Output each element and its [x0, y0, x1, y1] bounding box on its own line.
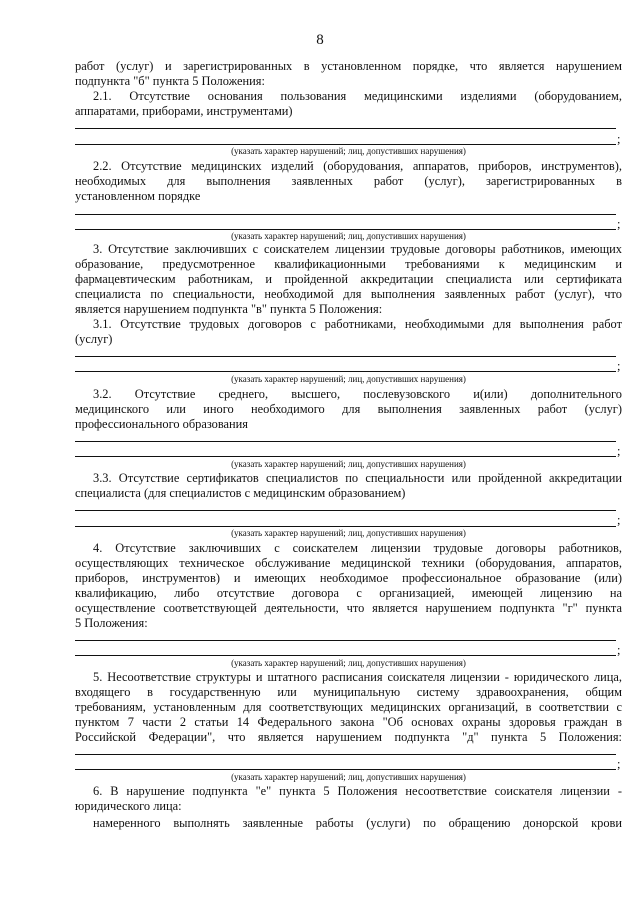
fill-in-line	[75, 229, 616, 230]
semicolon: ;	[617, 643, 621, 657]
text-line: осуществление соответствующей деятельности, что является нарушением подпункта "г" пункта	[75, 601, 622, 615]
text-line: специалиста по специальности, необходимой для выполнения заявленных работ (услуг), что	[75, 287, 622, 301]
text-line: 2.1. Отсутствие основания пользования медицинскими изделиями (оборудованием,	[93, 89, 622, 103]
semicolon: ;	[617, 757, 621, 771]
fill-in-line	[75, 128, 616, 129]
text-line: специалиста (для специалистов с медицинским образованием)	[75, 486, 406, 500]
semicolon: ;	[617, 359, 621, 373]
text-line: 6. В нарушение подпункта "е" пункта 5 Положения несоответствие соискателя лицензии -	[93, 784, 622, 798]
text-line: Российской Федерации", что является нарушением подпункта "д" пункта 5 Положения:	[75, 730, 622, 744]
text-line: 2.2. Отсутствие медицинских изделий (оборудования, аппаратов, приборов, инструментов),	[93, 159, 622, 173]
fill-in-line	[75, 754, 616, 755]
fill-in-line	[75, 144, 616, 145]
semicolon: ;	[617, 444, 621, 458]
semicolon: ;	[617, 513, 621, 527]
field-caption: (указать характер нарушений; лиц, допустивших нарушения)	[231, 146, 466, 156]
field-caption: (указать характер нарушений; лиц, допустивших нарушения)	[231, 374, 466, 384]
fill-in-line	[75, 456, 616, 457]
text-line: осуществляющих техническое обслуживание медицинской техники (оборудования, аппаратов,	[75, 556, 622, 570]
text-line: входящего в государственную или муниципальную систему здравоохранения, общим	[75, 685, 622, 699]
fill-in-line	[75, 214, 616, 215]
field-caption: (указать характер нарушений; лиц, допустивших нарушения)	[231, 231, 466, 241]
text-line: фармацевтическим работникам, и пройденной аккредитации специалиста или сертификата	[75, 272, 622, 286]
text-line: приборов, инструментов) и имеющих необходимое профессиональное образование (или)	[75, 571, 622, 585]
text-line: 5. Несоответствие структуры и штатного расписания соискателя лицензии - юридического лица,	[93, 670, 622, 684]
text-line: 3.1. Отсутствие трудовых договоров с работниками, необходимыми для выполнения работ	[93, 317, 622, 331]
text-line: 5 Положения:	[75, 616, 148, 630]
text-line: намеренного выполнять заявленные работы (услуги) по обращению донорской крови	[93, 816, 622, 830]
fill-in-line	[75, 769, 616, 770]
fill-in-line	[75, 526, 616, 527]
semicolon: ;	[617, 217, 621, 231]
fill-in-line	[75, 640, 616, 641]
field-caption: (указать характер нарушений; лиц, допустивших нарушения)	[231, 459, 466, 469]
text-line: квалификацию, либо отсутствие договора с организацией, имеющей лицензию на	[75, 586, 622, 600]
text-line: является нарушением подпункта "в" пункта 5 Положения:	[75, 302, 383, 316]
field-caption: (указать характер нарушений; лиц, допустивших нарушения)	[231, 528, 466, 538]
fill-in-line	[75, 655, 616, 656]
page-number: 8	[316, 32, 324, 48]
fill-in-line	[75, 441, 616, 442]
text-line: юридического лица:	[75, 799, 182, 813]
text-line: 3. Отсутствие заключивших с соискателем лицензии трудовые договоры работников, имеющих	[93, 242, 622, 256]
text-line: 3.3. Отсутствие сертификатов специалистов по специальности или пройденной аккредитации	[93, 471, 622, 485]
text-line: аппаратами, приборами, инструментами)	[75, 104, 293, 118]
semicolon: ;	[617, 132, 621, 146]
text-line: (услуг)	[75, 332, 113, 346]
text-line: установленном порядке	[75, 189, 201, 203]
text-line: подпункта "б" пункта 5 Положения:	[75, 74, 265, 88]
text-line: профессионального образования	[75, 417, 249, 431]
field-caption: (указать характер нарушений; лиц, допустивших нарушения)	[231, 772, 466, 782]
text-line: работ (услуг) и зарегистрированных в установленном порядке, что является нарушением	[75, 59, 622, 73]
text-line: медицинского или иного необходимого для выполнения заявленных работ (услуг)	[75, 402, 622, 416]
fill-in-line	[75, 356, 616, 357]
field-caption: (указать характер нарушений; лиц, допустивших нарушения)	[231, 658, 466, 668]
text-line: 4. Отсутствие заключивших с соискателем лицензии трудовые договоры работников,	[93, 541, 622, 555]
text-line: образование, предусмотренное квалификационными требованиями к медицинским и	[75, 257, 622, 271]
text-line: пунктом 7 части 2 статьи 14 Федерального закона "Об основах охраны здоровья граждан в	[75, 715, 622, 729]
text-line: необходимых для выполнения заявленных работ (услуг), зарегистрированных в	[75, 174, 622, 188]
fill-in-line	[75, 371, 616, 372]
fill-in-line	[75, 510, 616, 511]
text-line: требованиям, установленным для соответствующих медицинских организаций, в соответствии с	[75, 700, 622, 714]
text-line: 3.2. Отсутствие среднего, высшего, послевузовского и(или) дополнительного	[93, 387, 622, 401]
